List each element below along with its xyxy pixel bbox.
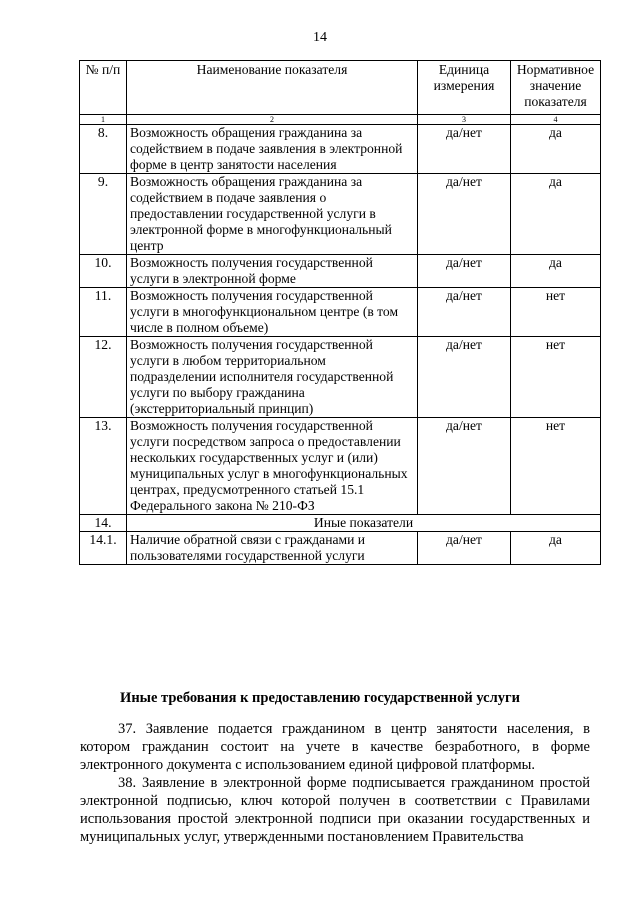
- table-row: [80, 125, 601, 174]
- row-name: Возможность получения государственной услуги в любом территориальном подразделении исполнителя государственной услуги по выбору гражданина (экстерриториальный принцип): [127, 337, 418, 418]
- column-number: 3: [418, 115, 511, 125]
- row-name: Возможность получения государственной услуги в электронной форме: [127, 255, 418, 288]
- row-number: 12.: [80, 337, 127, 418]
- row-value: нет: [511, 288, 601, 337]
- header-number: № п/п: [80, 61, 127, 115]
- row-number: 10.: [80, 255, 127, 288]
- page-number: 14: [313, 30, 327, 45]
- row-number: 8.: [80, 125, 127, 174]
- table-row: [80, 337, 601, 418]
- header-name: Наименование показателя: [127, 61, 418, 115]
- header-value: Нормативное значение показателя: [511, 61, 601, 115]
- table-row: [80, 532, 601, 565]
- row-number: 9.: [80, 174, 127, 255]
- row-name: Возможность обращения гражданина за содействием в подаче заявления о предоставлении государственной услуги в электронной форме в многофункциональный центр: [127, 174, 418, 255]
- section-heading: Иные требования к предоставлению государственной услуги: [120, 690, 520, 706]
- row-unit: да/нет: [418, 418, 511, 515]
- row-unit: да/нет: [418, 288, 511, 337]
- row-name: Возможность получения государственной услуги в многофункциональном центре (в том числе в полном объеме): [127, 288, 418, 337]
- table-row: [80, 255, 601, 288]
- row-unit: да/нет: [418, 532, 511, 565]
- row-value: да: [511, 532, 601, 565]
- table-header-row: [80, 61, 601, 115]
- row-name: Возможность обращения гражданина за содействием в подаче заявления в электронной форме в центр занятости населения: [127, 125, 418, 174]
- row-value: да: [511, 255, 601, 288]
- paragraph-37: 37. Заявление подается гражданином в центр занятости населения, в котором гражданин состоит на учете в качестве безработного, в форме электронного документа с использованием единой цифровой платформы.: [80, 721, 590, 773]
- table-row: [80, 418, 601, 515]
- row-number: 13.: [80, 418, 127, 515]
- row-number: 14.1.: [80, 532, 127, 565]
- row-number: 11.: [80, 288, 127, 337]
- row-unit: да/нет: [418, 174, 511, 255]
- column-number: 2: [127, 115, 418, 125]
- row-value: нет: [511, 337, 601, 418]
- row-value: да: [511, 125, 601, 174]
- column-number: 1: [80, 115, 127, 125]
- section-number: 14.: [80, 515, 127, 532]
- row-value: нет: [511, 418, 601, 515]
- table-row: [80, 288, 601, 337]
- row-name: Наличие обратной связи с гражданами и пользователями государственной услуги: [127, 532, 418, 565]
- paragraph-38: 38. Заявление в электронной форме подписывается гражданином простой электронной подписью, ключ которой получен в соответствии с Правилами использования простой электронной подписи при оказании государственных и муниципальных услуг, утвержденными постановлением Правительства: [80, 775, 590, 845]
- row-unit: да/нет: [418, 337, 511, 418]
- row-unit: да/нет: [418, 255, 511, 288]
- header-unit: Единица измерения: [418, 61, 511, 115]
- row-value: да: [511, 174, 601, 255]
- section-title: Иные показатели: [127, 515, 601, 532]
- row-name: Возможность получения государственной услуги посредством запроса о предоставлении нескольких государственных услуг и (или) муниципальных услуг в многофункциональных центрах, предусмотренного статьей 15.1 Федерального закона № 210-ФЗ: [127, 418, 418, 515]
- column-numbers-row: [80, 115, 601, 125]
- section-row: [80, 515, 601, 532]
- row-unit: да/нет: [418, 125, 511, 174]
- table-row: [80, 174, 601, 255]
- indicators-table: [79, 60, 601, 565]
- column-number: 4: [511, 115, 601, 125]
